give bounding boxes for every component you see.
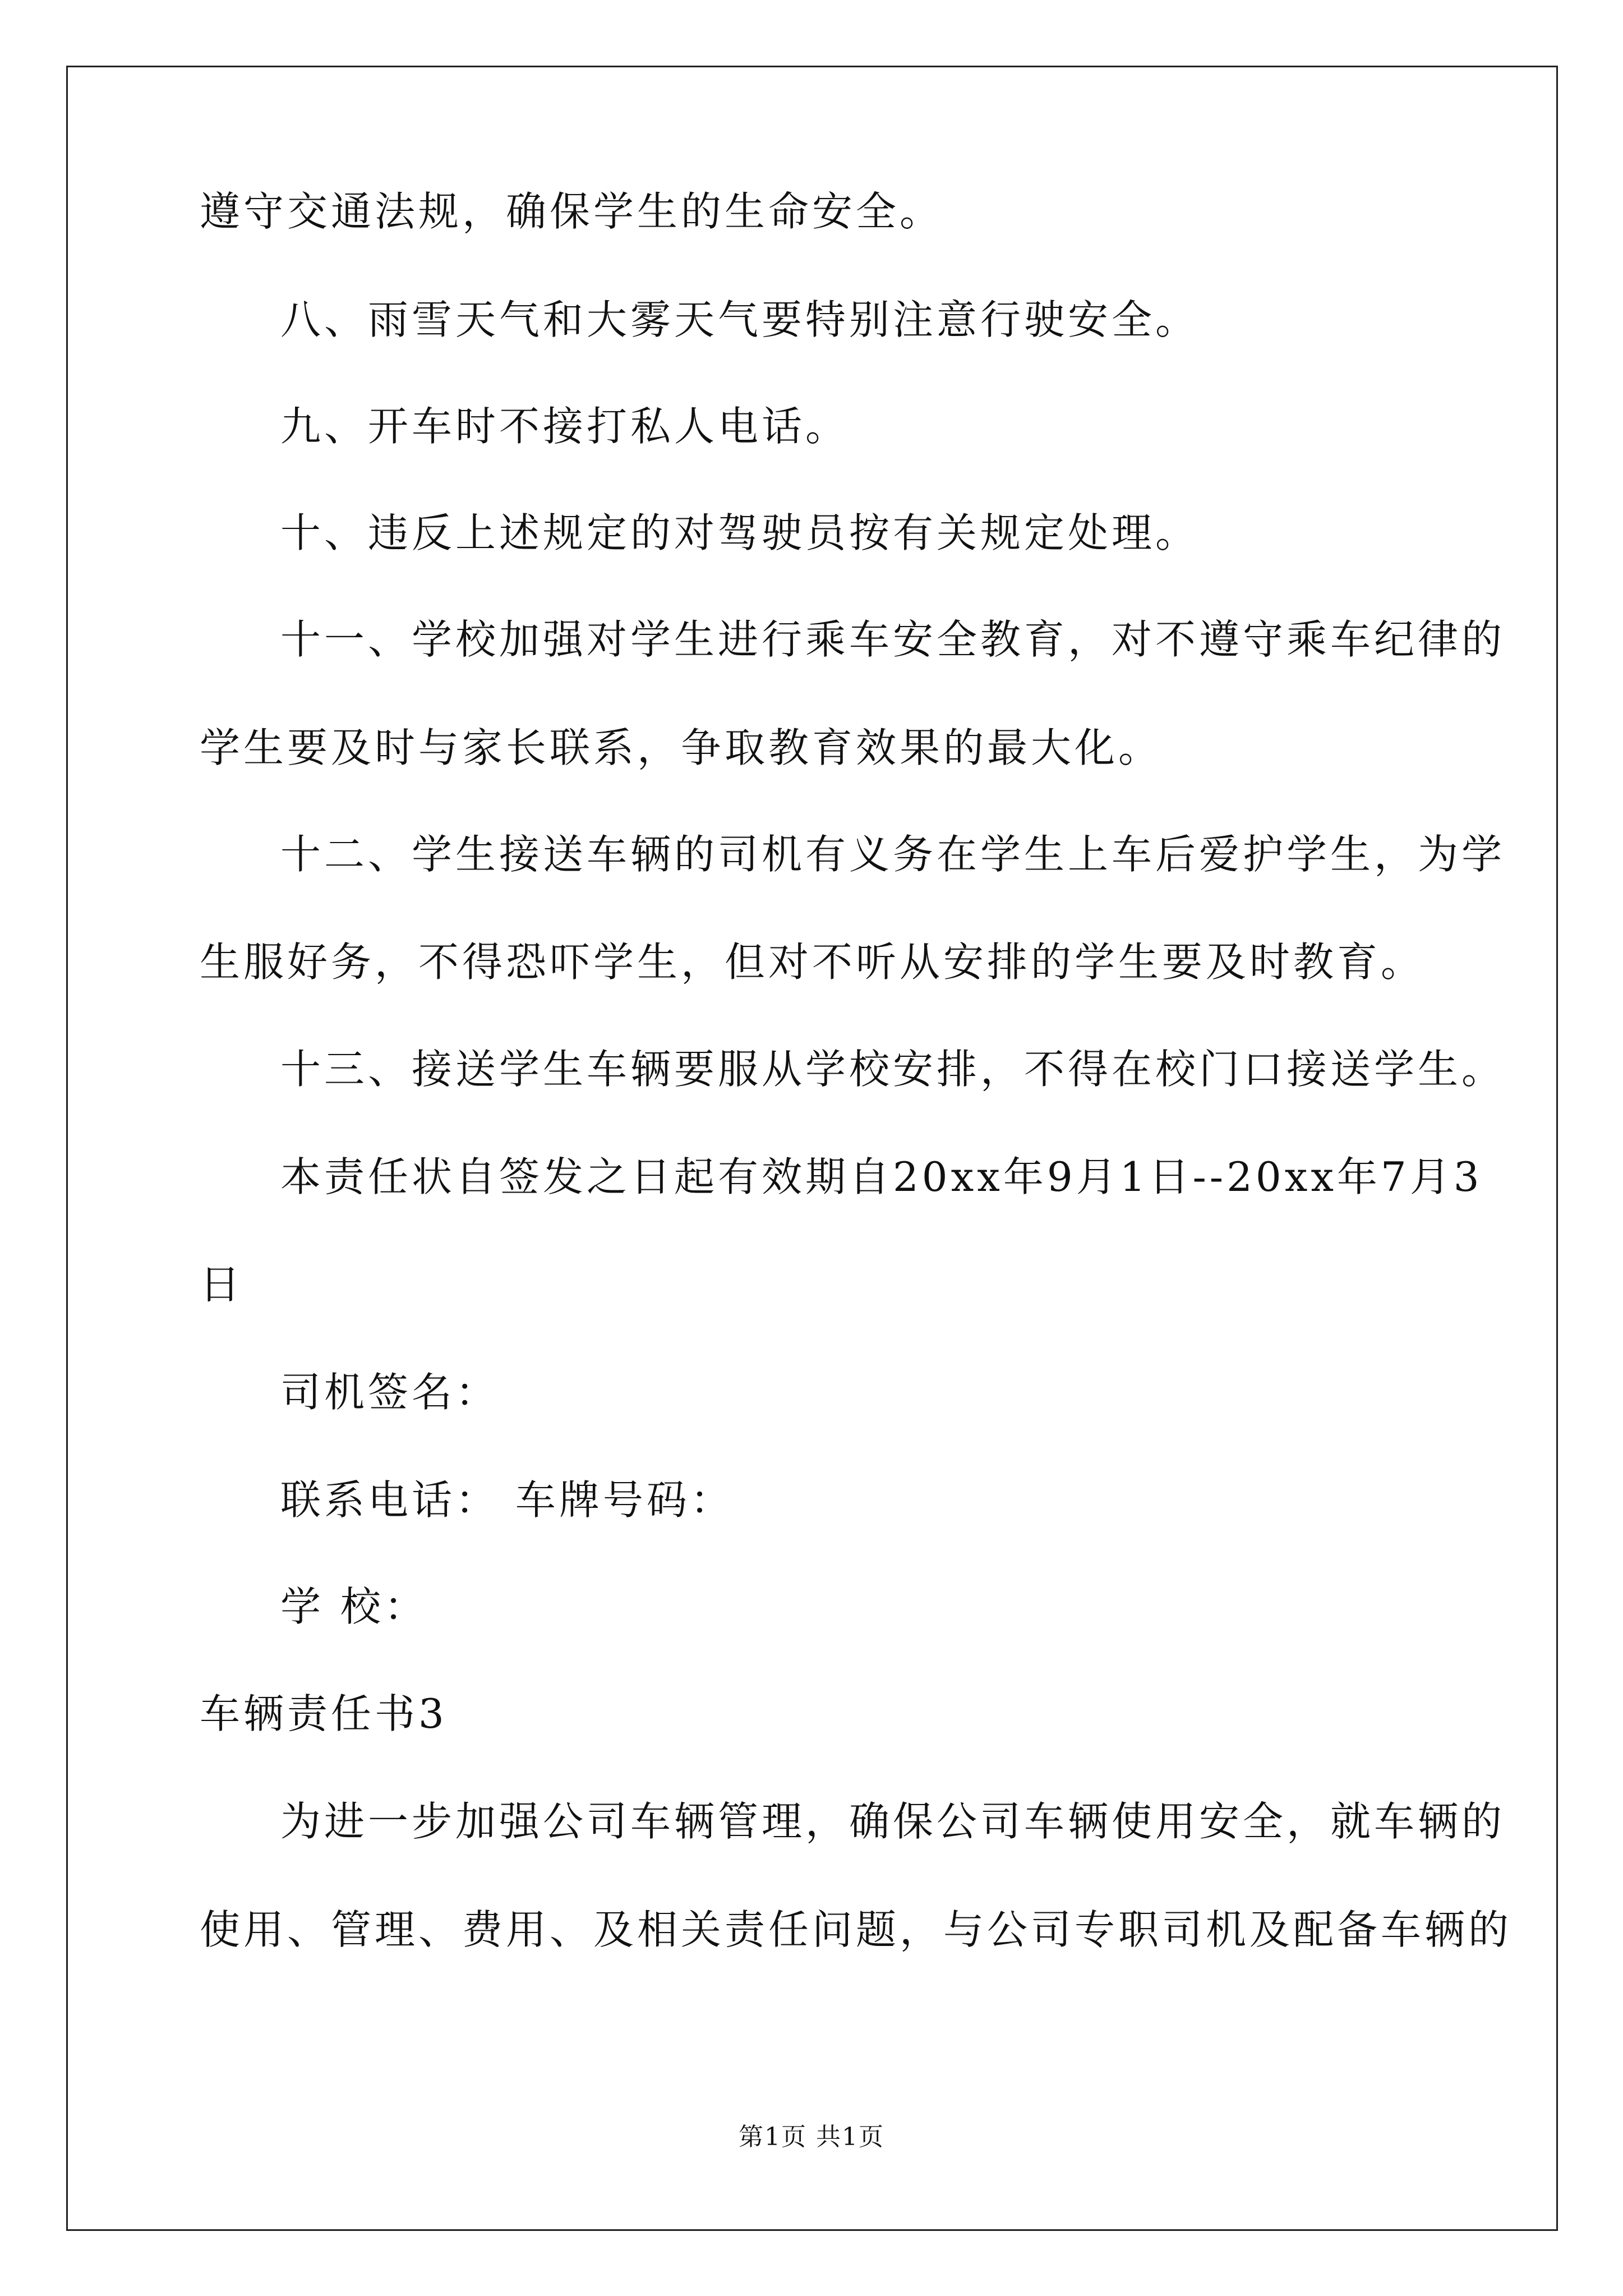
text-line: 十一、学校加强对学生进行乘车安全教育，对不遵守乘车纪律的	[280, 616, 1506, 663]
text-line: 八、雨雪天气和大雾天气要特别注意行驶安全。	[280, 296, 1200, 343]
text-line: 为进一步加强公司车辆管理，确保公司车辆使用安全，就车辆的	[280, 1798, 1506, 1845]
signature-label: 司机签名：	[280, 1369, 500, 1416]
text-line: 十、违反上述规定的对驾驶员按有关规定处理。	[280, 509, 1200, 556]
contact-label: 联系电话： 车牌号码：	[280, 1476, 734, 1524]
section-title: 车辆责任书3	[200, 1690, 448, 1737]
text-line: 使用、管理、费用、及相关责任问题，与公司专职司机及配备车辆的	[200, 1906, 1513, 1953]
text-line: 生服好务，不得恐吓学生，但对不听从安排的学生要及时教育。	[200, 938, 1425, 986]
text-line: 十二、学生接送车辆的司机有义务在学生上车后爱护学生，为学	[280, 831, 1506, 878]
text-line: 遵守交通法规，确保学生的生命安全。	[200, 188, 944, 235]
text-line: 学生要及时与家长联系，争取教育效果的最大化。	[200, 724, 1163, 771]
school-label: 学 校：	[280, 1583, 428, 1630]
text-line: 十三、接送学生车辆要服从学校安排，不得在校门口接送学生。	[280, 1046, 1506, 1093]
text-line: 日	[200, 1261, 244, 1308]
text-line: 本责任状自签发之日起有效期自20xx年9月1日--20xx年7月3	[280, 1153, 1483, 1200]
page-footer: 第1页 共1页	[739, 2123, 884, 2151]
text-line: 九、开车时不接打私人电话。	[280, 403, 850, 450]
